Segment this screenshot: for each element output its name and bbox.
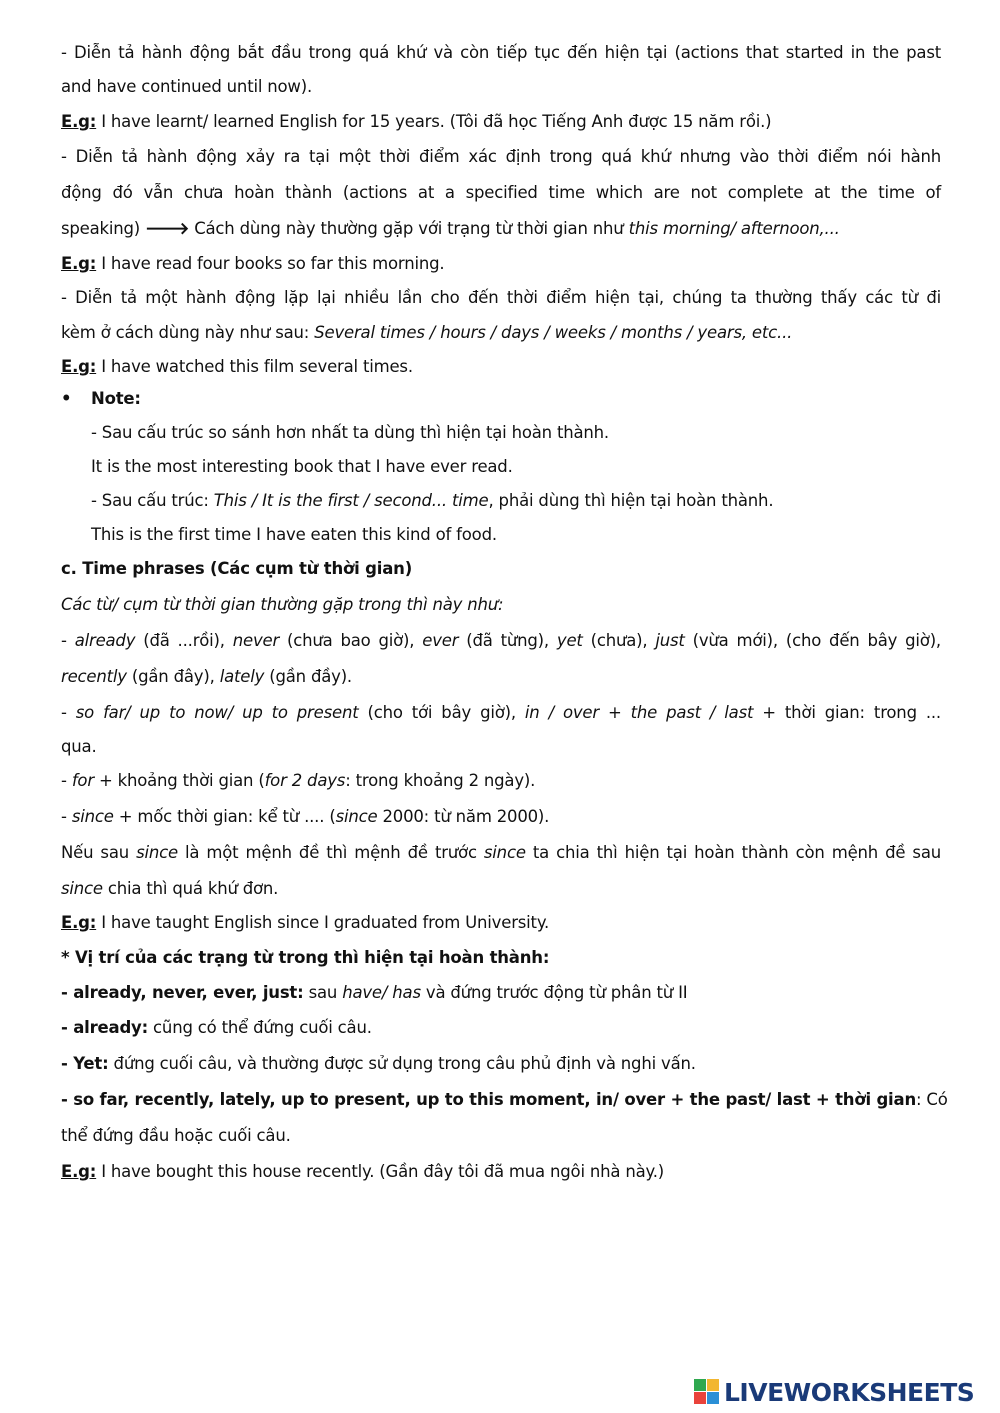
paragraph-line: - Yet: đứng cuối câu, và thường được sử dụng trong câu phủ định và nghi vấn. [61,1054,696,1073]
liveworksheets-logo-text: LIVEWORKSHEETS [724,1378,975,1407]
liveworksheets-logo-icon [694,1379,720,1405]
example-label: E.g: [61,112,97,131]
paragraph-line: speaking) 🡒 Cách dùng này thường gặp với trạng từ thời gian như this morning/ afternoon,... [61,219,840,238]
paragraph-line: động đó vẫn chưa hoàn thành (actions at a specified time which are not complete at the time of [61,183,941,202]
paragraph-line: qua. [61,737,97,756]
example-label: E.g: [61,357,97,376]
example-line: E.g: I have watched this film several times. [61,357,413,376]
section-heading: * Vị trí của các trạng từ trong thì hiện tại hoàn thành: [61,948,550,967]
paragraph-line: thể đứng đầu hoặc cuối câu. [61,1126,291,1145]
paragraph-line: - already (đã ...rồi), never (chưa bao giờ), ever (đã từng), yet (chưa), just (vừa mới), (cho đến bây giờ), [61,631,941,650]
example-line: E.g: I have learnt/ learned English for 15 years. (Tôi đã học Tiếng Anh được 15 năm rồi.) [61,112,772,131]
liveworksheets-logo [694,1375,994,1411]
arrow-right-icon: 🡒 [145,219,190,238]
example-label: E.g: [61,1162,97,1181]
paragraph-line: - already, never, ever, just: sau have/ has và đứng trước động từ phân từ II [61,983,688,1002]
paragraph-line: recently (gần đây), lately (gần đầy). [61,667,352,686]
paragraph-line: - so far, recently, lately, up to present, up to this moment, in/ over + the past/ last + thời gian: Có [61,1090,948,1109]
paragraph-line: Nếu sau since là một mệnh đề thì mệnh đề trước since ta chia thì hiện tại hoàn thành còn mệnh đề sau [61,843,941,862]
example-label: E.g: [61,254,97,273]
paragraph-line: kèm ở cách dùng này như sau: Several times / hours / days / weeks / months / years, etc... [61,323,793,342]
example-line: E.g: I have taught English since I graduated from University. [61,913,550,932]
paragraph-line: since chia thì quá khứ đơn. [61,879,279,898]
note-line: This is the first time I have eaten this kind of food. [91,525,497,544]
note-line: - Sau cấu trúc: This / It is the first / second... time, phải dùng thì hiện tại hoàn thành. [91,491,774,510]
note-line: - Sau cấu trúc so sánh hơn nhất ta dùng thì hiện tại hoàn thành. [91,423,609,442]
paragraph-line: - Diễn tả hành động bắt đầu trong quá khứ và còn tiếp tục đến hiện tại (actions that started in the past [61,43,941,62]
section-heading: c. Time phrases (Các cụm từ thời gian) [61,559,413,578]
paragraph-line: - Diễn tả một hành động lặp lại nhiều lần cho đến thời điểm hiện tại, chúng ta thường thấy các từ đi [61,288,941,307]
example-line: E.g: I have read four books so far this morning. [61,254,445,273]
section-intro: Các từ/ cụm từ thời gian thường gặp trong thì này như: [61,595,504,614]
note-line: It is the most interesting book that I have ever read. [91,457,513,476]
example-line: E.g: I have bought this house recently. (Gần đây tôi đã mua ngôi nhà này.) [61,1162,665,1181]
paragraph-line: - since + mốc thời gian: kể từ .... (since 2000: từ năm 2000). [61,807,550,826]
paragraph-line: - for + khoảng thời gian (for 2 days: trong khoảng 2 ngày). [61,771,536,790]
paragraph-line: - already: cũng có thể đứng cuối câu. [61,1018,372,1037]
bullet-icon: • [61,389,72,408]
paragraph-line: and have continued until now). [61,77,313,96]
paragraph-line: - so far/ up to now/ up to present (cho tới bây giờ), in / over + the past / last + thời gian: trong ... [61,703,941,722]
note-heading: • Note: [61,382,141,416]
paragraph-line: - Diễn tả hành động xảy ra tại một thời điểm xác định trong quá khứ nhưng vào thời điểm nói hành [61,147,941,166]
example-label: E.g: [61,913,97,932]
